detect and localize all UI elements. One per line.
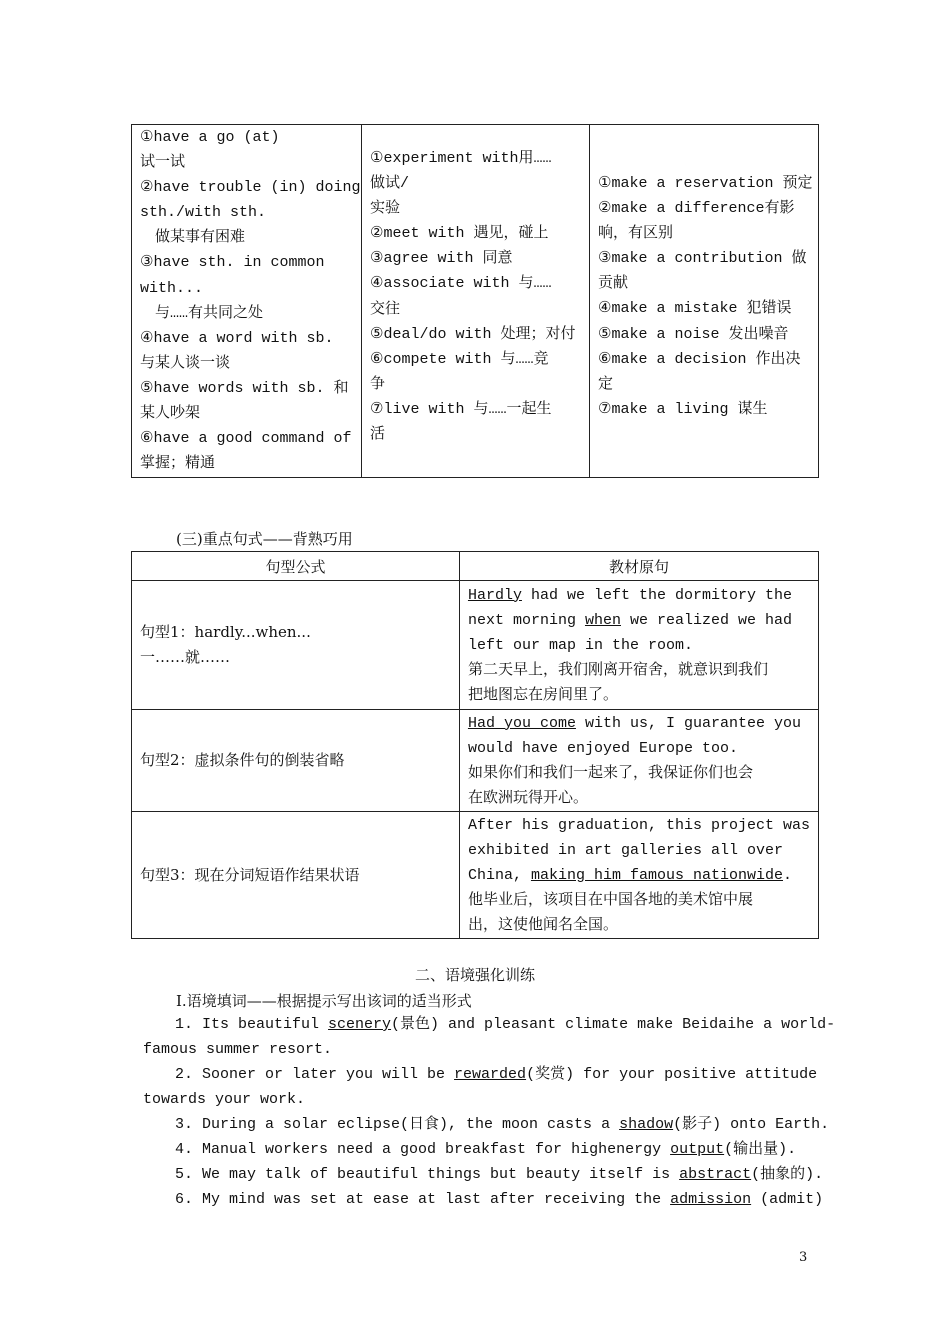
text-segment: 4. Manual workers need a good breakfast for highenergy bbox=[175, 1141, 671, 1158]
phrase-line: ②have trouble (in) doing bbox=[140, 179, 361, 197]
phrase-line: 活 bbox=[370, 426, 386, 444]
text-segment: 他毕业后，该项目在中国各地的美术馆中展 bbox=[467, 891, 753, 909]
text-segment: (admit) bbox=[751, 1191, 824, 1208]
header-original: 教材原句 bbox=[459, 552, 818, 581]
example-line bbox=[468, 736, 810, 761]
phrase-line: ④associate with 与…… bbox=[370, 275, 552, 293]
phrase-line: 掌握；精通 bbox=[140, 455, 216, 473]
pattern-row bbox=[132, 581, 819, 710]
text-segment: would have enjoyed Europe too. bbox=[467, 739, 738, 757]
phrase-line: 与某人谈一谈 bbox=[140, 354, 231, 372]
exercise-line bbox=[143, 1037, 808, 1062]
text-segment: next morning bbox=[467, 611, 585, 629]
example-line bbox=[468, 608, 810, 633]
phrase-line: sth./with sth. bbox=[140, 204, 267, 222]
phrase-line: ⑥have a good command of bbox=[140, 430, 352, 448]
phrase-line: 贡献 bbox=[598, 275, 629, 293]
answer-word: rewarded bbox=[454, 1066, 527, 1083]
text-segment: 3. During a solar eclipse(日食), the moon casts a bbox=[175, 1116, 620, 1133]
page-number: 3 bbox=[799, 1250, 808, 1265]
example-line bbox=[468, 813, 810, 838]
phrase-line: ③have sth. in common bbox=[140, 254, 325, 272]
phrase-line: 实验 bbox=[370, 200, 401, 218]
text-segment: China, bbox=[467, 866, 531, 884]
text-segment: we realized we had bbox=[620, 611, 793, 629]
phrase-line: ③make a contribution 做 bbox=[598, 250, 807, 268]
phrase-line: ①experiment with用…… bbox=[370, 150, 552, 167]
text-segment: had we left the dormitory the bbox=[521, 586, 792, 604]
formula-line: 句型2：虚拟条件句的倒装省略 bbox=[140, 751, 345, 769]
text-segment: with us, I guarantee you bbox=[575, 714, 802, 732]
text-segment: (景色) and pleasant climate make Beidaihe a world- bbox=[391, 1016, 836, 1033]
text-segment: 如果你们和我们一起来了，我保证你们也会 bbox=[467, 764, 753, 782]
pattern-formula bbox=[132, 710, 460, 812]
pattern-row bbox=[132, 812, 819, 939]
exercise-line bbox=[143, 1087, 808, 1112]
pattern-example bbox=[459, 581, 818, 710]
make-phrases-column bbox=[590, 125, 820, 477]
example-line bbox=[468, 683, 810, 708]
phrase-table bbox=[131, 124, 819, 478]
text-segment: 出，这使他闻名全国。 bbox=[467, 916, 618, 934]
underlined-text: Hardly bbox=[467, 586, 522, 604]
part-2-title: 二、语境强化训练 bbox=[414, 966, 535, 984]
phrase-line: ②make a difference有影 bbox=[598, 200, 795, 218]
exercise-list bbox=[143, 1012, 836, 1212]
exercise-line bbox=[143, 1012, 836, 1037]
text-segment: (影子) onto Earth. bbox=[673, 1116, 830, 1133]
phrase-line: ①have a go (at) bbox=[140, 129, 280, 146]
phrase-line: 与……有共同之处 bbox=[155, 304, 264, 322]
text-segment: 2. Sooner or later you will be bbox=[175, 1066, 455, 1083]
example-line bbox=[468, 633, 810, 658]
text-segment: (输出量). bbox=[724, 1141, 797, 1158]
phrase-line: 试一试 bbox=[140, 154, 186, 172]
phrase-line: ⑤make a noise 发出噪音 bbox=[598, 325, 789, 343]
phrase-line: 争 bbox=[370, 375, 386, 393]
phrase-line: ④make a mistake 犯错误 bbox=[598, 300, 792, 318]
pattern-example bbox=[459, 812, 818, 939]
exercise-line bbox=[143, 1162, 824, 1187]
answer-word: scenery bbox=[328, 1016, 392, 1033]
exercise-line bbox=[143, 1062, 818, 1087]
section-3-title: (三)重点句式——背熟巧用 bbox=[176, 530, 353, 548]
phrase-line: ⑤have words with sb. 和 bbox=[140, 379, 349, 397]
have-phrases-column bbox=[132, 125, 362, 477]
example-line bbox=[468, 711, 810, 736]
phrase-line: with... bbox=[140, 279, 204, 297]
answer-word: abstract bbox=[679, 1166, 752, 1183]
pattern-example bbox=[459, 710, 818, 812]
phrase-line: ②meet with 遇见，碰上 bbox=[370, 225, 549, 243]
phrase-line: 做试/ bbox=[370, 175, 410, 193]
phrase-line: ③agree with 同意 bbox=[370, 250, 513, 268]
phrase-line: ①make a reservation 预定 bbox=[598, 175, 813, 192]
sentence-pattern-table bbox=[131, 551, 819, 939]
text-segment: 6. My mind was set at ease at last after receiving the bbox=[175, 1191, 671, 1208]
pattern-row bbox=[132, 710, 819, 812]
exercise-line bbox=[143, 1187, 824, 1212]
example-line bbox=[468, 888, 810, 913]
phrase-line: ⑤deal/do with 处理；对付 bbox=[370, 325, 576, 343]
phrase-line: 某人吵架 bbox=[140, 405, 201, 423]
example-line bbox=[468, 838, 810, 863]
text-segment: (奖赏) for your positive attitude bbox=[526, 1066, 818, 1083]
text-segment: 5. We may talk of beautiful things but beauty itself is bbox=[175, 1166, 680, 1183]
text-segment: famous summer resort. bbox=[143, 1041, 333, 1058]
header-formula: 句型公式 bbox=[132, 552, 460, 581]
underlined-text: when bbox=[584, 611, 621, 629]
text-segment: 1. Its beautiful bbox=[175, 1016, 329, 1033]
text-segment: towards your work. bbox=[143, 1091, 306, 1108]
exercise-line bbox=[143, 1137, 808, 1162]
phrase-line: 响，有区别 bbox=[598, 225, 674, 243]
example-line bbox=[468, 913, 810, 938]
with-phrases-column bbox=[362, 125, 590, 477]
answer-word: admission bbox=[670, 1191, 752, 1208]
formula-line: 句型3：现在分词短语作结果状语 bbox=[140, 865, 360, 884]
answer-word: output bbox=[670, 1141, 725, 1158]
phrase-line: 定 bbox=[598, 375, 614, 393]
text-segment: 把地图忘在房间里了。 bbox=[467, 686, 618, 704]
answer-word: shadow bbox=[619, 1116, 674, 1133]
underlined-text: Had you come bbox=[467, 714, 576, 732]
text-segment: exhibited in art galleries all over bbox=[467, 841, 783, 859]
text-segment: After his graduation, this project was bbox=[467, 816, 810, 834]
example-line bbox=[468, 863, 810, 888]
example-line bbox=[468, 786, 810, 811]
text-segment: (抽象的). bbox=[751, 1166, 824, 1183]
phrase-line: ⑦make a living 谋生 bbox=[598, 400, 768, 418]
phrase-line: ⑥compete with 与……竞 bbox=[370, 350, 549, 368]
phrase-line: 交往 bbox=[370, 300, 401, 318]
exercise-line bbox=[143, 1112, 830, 1137]
formula-line: 句型1：hardly...when... bbox=[140, 623, 311, 641]
underlined-text: making him famous nationwide bbox=[530, 866, 783, 884]
pattern-formula bbox=[132, 581, 460, 710]
phrase-line: ④have a word with sb. bbox=[140, 329, 334, 347]
text-segment: . bbox=[783, 866, 793, 884]
text-segment: left our map in the room. bbox=[467, 636, 693, 654]
example-line bbox=[468, 583, 810, 608]
text-segment: 在欧洲玩得开心。 bbox=[467, 789, 588, 807]
part-2-subtitle: Ⅰ.语境填词——根据提示写出该词的适当形式 bbox=[176, 992, 472, 1010]
phrase-line: ⑥make a decision 作出决 bbox=[598, 350, 801, 368]
example-line bbox=[468, 658, 810, 683]
pattern-formula bbox=[132, 812, 460, 939]
example-line bbox=[468, 761, 810, 786]
formula-line: 一……就…… bbox=[140, 648, 231, 666]
text-segment: 第二天早上，我们刚离开宿舍，就意识到我们 bbox=[467, 661, 768, 679]
phrase-line: ⑦live with 与……一起生 bbox=[370, 400, 552, 418]
phrase-line: 做某事有困难 bbox=[155, 229, 246, 247]
